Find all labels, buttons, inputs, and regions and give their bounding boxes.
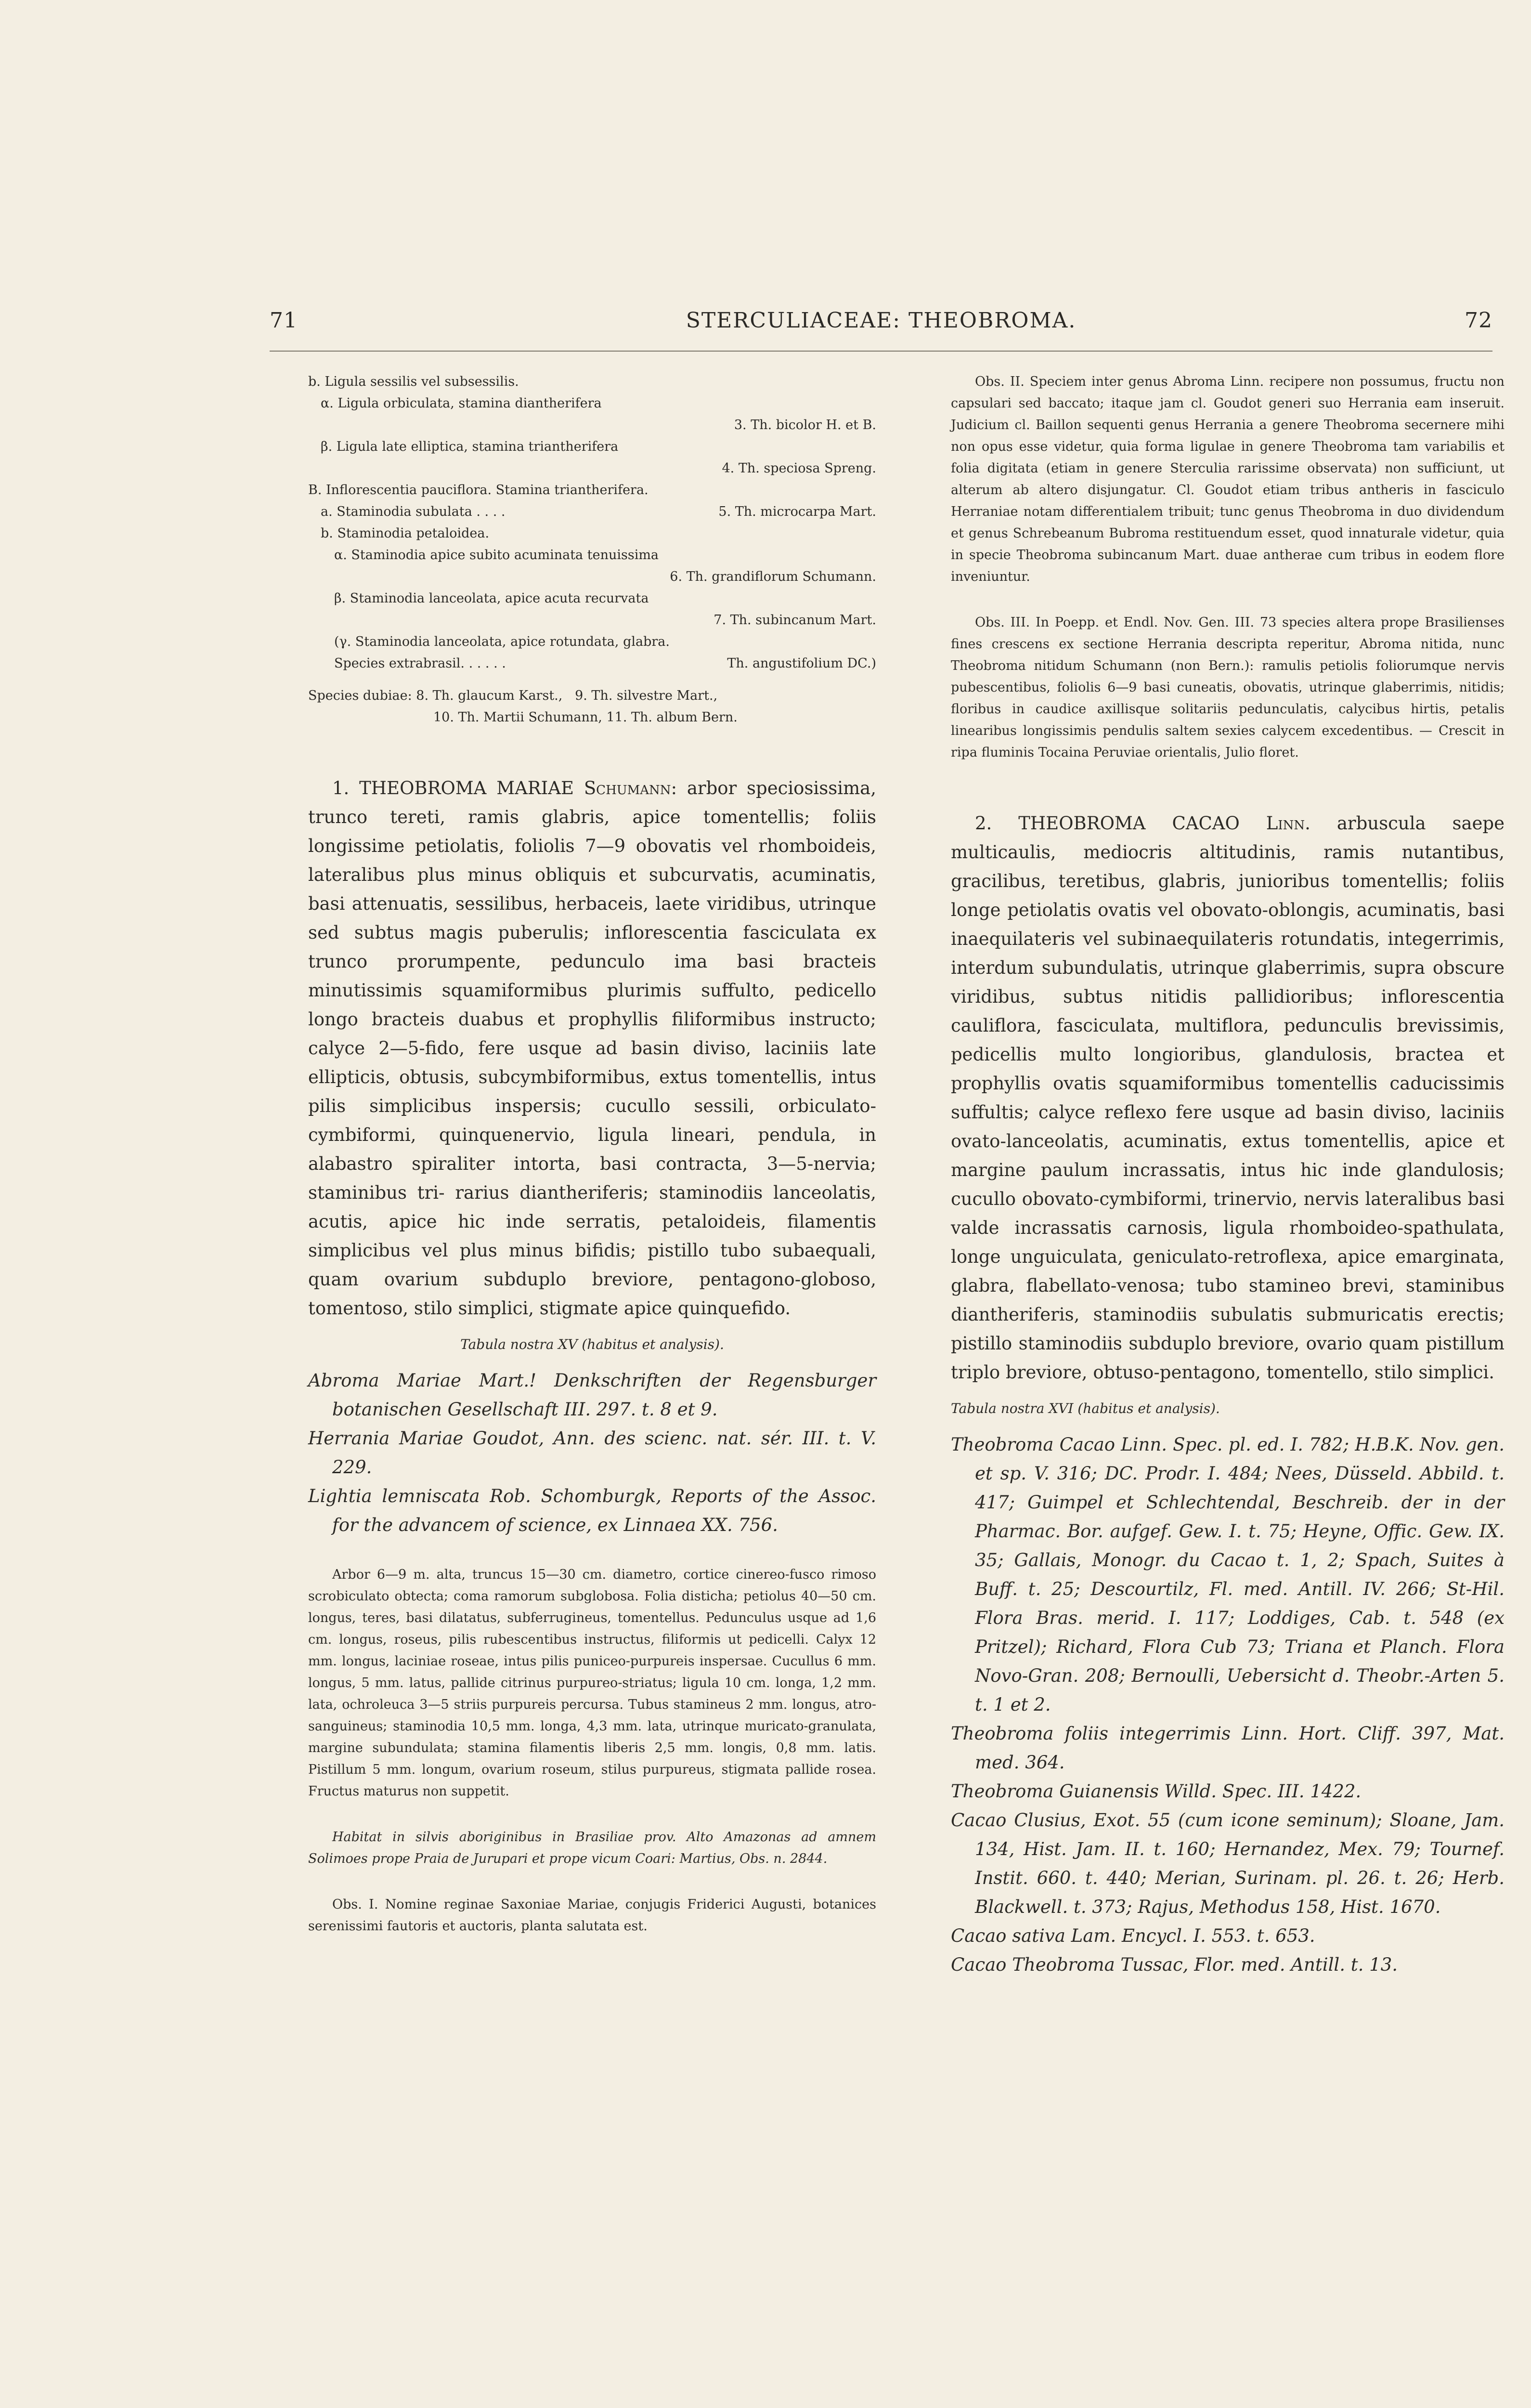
key-text: Species extrabrasil. . . . . . [334, 656, 506, 671]
species-key [308, 371, 876, 728]
synonym: Lightia lemniscata Rob. Schomburgk, Reports of the Assoc. for the advancem of science, ex Linnaea XX. 756. [308, 1486, 876, 1535]
page-header [270, 308, 1492, 342]
species-2-synonyms [951, 1430, 1505, 1979]
species-1-tabula: Tabula nostra XV (habitus et analysis). [460, 1336, 724, 1352]
key-line: α. Staminodia apice subito acuminata tenuissima [334, 548, 659, 563]
species-1-author: Schumann [584, 778, 671, 798]
key-line [308, 609, 876, 631]
key-taxon: 5. Th. microcarpa Mart. [718, 504, 876, 519]
species-2-tabula: Tabula nostra XVI (habitus et analysis). [951, 1400, 1220, 1416]
key-line [308, 458, 876, 479]
species-1-description [308, 774, 876, 1323]
key-line [308, 566, 876, 588]
header-rule [270, 351, 1492, 352]
synonym: Abroma Mariae Mart.! Denkschriften der Regensburger botanischen Gesellschaft III. 297. t. 8 et 9. [308, 1370, 876, 1420]
key-taxon: 3. Th. bicolor H. et B. [734, 418, 876, 432]
right-column [951, 371, 1505, 1979]
key-line [308, 414, 876, 436]
key-line: B. Inflorescentia pauciflora. Stamina triantherifera. [308, 483, 649, 497]
species-1-obs-3: Obs. III. In Poepp. et Endl. Nov. Gen. III. 73 species altera prope Brasilienses fines crescens ex sectione Herrania descripta reperitur, Abroma nitida, nunc Theobroma nitidum Schumann (non Bern.): ramulis petiolis foliorumque nervis pubescentibus, foliolis 6—9 basi cuneatis, obovatis, utrinque glaberrimis, nitidis; floribus in caudice axillisque solitariis pedunculatis, calycibus hirtis, petalis linearibus longissimis pendulis saltem sexies calycem excedentibus. — Crescit in ripa fluminis Tocaina Peruviae orientalis, Julio floret. [951, 615, 1505, 760]
species-2-description [951, 809, 1505, 1387]
species-1-arbor: Arbor 6—9 m. alta, truncus 15—30 cm. diametro, cortice cinereo-fusco rimoso scrobiculato obtecta; coma ramorum subglobosa. Folia disticha; petiolus 40—50 cm. longus, teres, basi dilatatus, subferrugineus, tomentellus. Pedunculus usque ad 1,6 cm. longus, roseus, pilis rubescentibus instructus, filiformis ut pedicelli. Calyx 12 mm. longus, laciniae roseae, intus pilis puniceo-purpureis inspersae. Cucullus 6 mm. longus, 5 mm. latus, pallide citrinus purpureo-striatus; ligula 10 cm. longa, 1,2 mm. lata, ochroleuca 3—5 striis purpureis percursa. Tubus stamineus 2 mm. longus, atro-sanguineus; staminodia 10,5 mm. longa, 4,3 mm. lata, utrinque muricato-granulata, margine subundulata; stamina filamentis liberis 2,5 mm. longis, 0,8 mm. latis. Pistillum 5 mm. longum, ovarium roseum, stilus purpureus, stigmata pallide rosea. Fructus maturus non suppetit. [308, 1567, 876, 1799]
synonym: Cacao sativa Lam. Encycl. I. 553. t. 653. [951, 1925, 1315, 1946]
page-number-left: 71 [270, 308, 298, 333]
species-1-obs-2: Obs. II. Speciem inter genus Abroma Linn. recipere non possumus, fructu non capsulari sed baccato; itaque jam cl. Goudot generi suo Herrania eam inseruit. Judicium cl. Baillon sequenti genus Herrania a genere Theobroma secernere mihi non opus esse videtur, quia forma ligulae in genere Theobroma tam variabilis et folia digitata (etiam in genere Sterculia rarissime observata) non sufficiunt, ut alterum ab altero disjungatur. Cl. Goudot etiam tribus antheris in fasciculo Herraniae notam differentialem tribuit; tunc genus Theobroma in duo dividendum et genus Schrebeanum Bubroma restituendum esset, quod innaturale videtur, quia in specie Theobroma subincanum Mart. duae antherae cum tribus in eodem flore inveniuntur. [951, 374, 1505, 584]
key-line: β. Staminodia lanceolata, apice acuta recurvata [334, 591, 649, 606]
synonym: Theobroma Cacao Linn. Spec. pl. ed. I. 782; H.B.K. Nov. gen. et sp. V. 316; DC. Prodr. I. 484; Nees, Düsseld. Abbild. t. 417; Guimpel et Schlechtendal, Beschreib. der in der Pharmac. Bor. aufgef. Gew. I. t. 75; Heyne, Offic. Gew. IX. 35; Gallais, Monogr. du Cacao t. 1, 2; Spach, Suites à Buff. t. 25; Descourtilz, Fl. med. Antill. IV. 266; St-Hil. Flora Bras. merid. I. 117; Loddiges, Cab. t. 548 (ex Pritzel); Richard, Flora Cub 73; Triana et Planch. Flora Novo-Gran. 208; Bernoulli, Uebersicht d. Theobr.-Arten 5. t. 1 et 2. [951, 1434, 1505, 1715]
species-2-author: Linn. [1266, 813, 1310, 834]
synonym: Cacao Clusius, Exot. 55 (cum icone seminum); Sloane, Jam. 134, Hist. Jam. II. t. 160; Hernandez, Mex. 79; Tournef. Instit. 660. t. 440; Merian, Surinam. pl. 26. t. 26; Herb. Blackwell. t. 373; Rajus, Methodus 158, Hist. 1670. [951, 1810, 1505, 1917]
species-1-obs-1: Obs. I. Nomine reginae Saxoniae Mariae, conjugis Friderici Augusti, botanices serenissimi fautoris et auctoris, planta salutata est. [308, 1897, 876, 1934]
species-1-synonyms [308, 1366, 876, 1540]
key-taxon: 7. Th. subincanum Mart. [714, 613, 876, 628]
synonym: Herrania Mariae Goudot, Ann. des scienc. nat. sér. III. t. V. 229. [308, 1428, 876, 1478]
species-dubiae: Species dubiae: 8. Th. glaucum Karst., 9. Th. silvestre Mart., [308, 688, 718, 703]
synonym: Theobroma Guianensis Willd. Spec. III. 1422. [951, 1781, 1362, 1802]
key-taxon: 6. Th. grandiflorum Schumann. [670, 569, 876, 584]
species-1-text: : arbor speciosissima, trunco tereti, ramis glabris, apice tomentellis; foliis longissime petiolatis, foliolis 7—9 obovatis vel rhomboideis, lateralibus plus minus obliquis et subcurvatis, acuminatis, basi attenuatis, sessilibus, herbaceis, laete viridibus, utrinque sed subtus magis puberulis; inflorescentia fasciculata ex trunco prorumpente, pedunculo ima basi bracteis minutissimis squamiformibus plurimis suffulto, pedicello longo bracteis duabus et prophyllis filiformibus instructo; calyce 2—5-fido, fere usque ad basin diviso, laciniis late ellipticis, obtusis, subcymbiformibus, extus tomentellis, intus pilis simplicibus inspersis; cucullo sessili, orbiculato-cymbiformi, quinquenervio, ligula lineari, pendula, in alabastro spiraliter intorta, basi contracta, 3—5-nervia; staminibus tri- rarius diantheriferis; staminodiis lanceolatis, acutis, apice hic inde serratis, petaloideis, filamentis simplicibus vel plus minus bifidis; pistillo tubo subaequali, quam ovarium subduplo breviore, pentagono-globoso, tomentoso, stilo simplici, stigmate apice quinquefido. [308, 778, 876, 1319]
synonym: Cacao Theobroma Tussac, Flor. med. Antill. t. 13. [951, 1954, 1398, 1975]
species-2-heading: 2. THEOBROMA CACAO [975, 813, 1240, 834]
key-line [308, 501, 876, 523]
key-line [308, 653, 876, 674]
species-1-heading: 1. THEOBROMA MARIAE [332, 778, 574, 798]
species-1-habitat: Habitat in silvis aboriginibus in Brasiliae prov. Alto Amazonas ad amnem Solimoes prope Praia de Jurupari et prope vicum Coari: Martius, Obs. n. 2844. [308, 1830, 876, 1866]
key-line: (γ. Staminodia lanceolata, apice rotundata, glabra. [334, 634, 670, 649]
key-line: b. Staminodia petaloidea. [321, 526, 490, 541]
species-dubiae: 10. Th. Martii Schumann, 11. Th. album Bern. [433, 710, 738, 725]
key-line: β. Ligula late elliptica, stamina triantherifera [321, 439, 619, 454]
species-2-text: arbuscula saepe multicaulis, mediocris altitudinis, ramis nutantibus, gracilibus, teretibus, glabris, junioribus tomentellis; foliis longe petiolatis ovatis vel obovato-oblongis, acuminatis, basi inaequilateris vel subinaequilateris rotundatis, integerrimis, interdum subundulatis, utrinque glaberrimis, supra obscure viridibus, subtus nitidis pallidioribus; inflorescentia cauliflora, fasciculata, multiflora, pedunculis brevissimis, pedicellis multo longioribus, glandulosis, bractea et prophyllis ovatis squamiformibus tomentellis caducissimis suffultis; calyce reflexo fere usque ad basin diviso, laciniis ovato-lanceolatis, acuminatis, extus tomentellis, apice et margine paulum incrassatis, intus hic inde glandulosis; cucullo obovato-cymbiformi, trinervio, nervis lateralibus basi valde incrassatis carnosis, ligula rhomboideo-spathulata, longe unguiculata, geniculato-retroflexa, apice emarginata, glabra, flabellato-venosa; tubo stamineo brevi, staminibus diantheriferis, staminodiis subulatis submuricatis erectis; pistillo staminodiis subduplo breviore, ovario quam pistillum triplo breviore, obtuso-pentagono, tomentello, stilo simplici. [951, 813, 1505, 1383]
key-taxon: 4. Th. speciosa Spreng. [722, 461, 876, 476]
key-line: α. Ligula orbiculata, stamina diantherifera [321, 396, 602, 411]
synonym: Theobroma foliis integerrimis Linn. Hort. Cliff. 397, Mat. med. 364. [951, 1723, 1505, 1773]
running-title: STERCULIACEAE: THEOBROMA. [686, 308, 1077, 333]
key-text: a. Staminodia subulata . . . . [321, 504, 506, 519]
page-number-right: 72 [1465, 308, 1492, 333]
key-line: b. Ligula sessilis vel subsessilis. [308, 374, 519, 389]
key-taxon: Th. angustifolium DC.) [727, 656, 876, 671]
left-column [308, 371, 876, 1937]
